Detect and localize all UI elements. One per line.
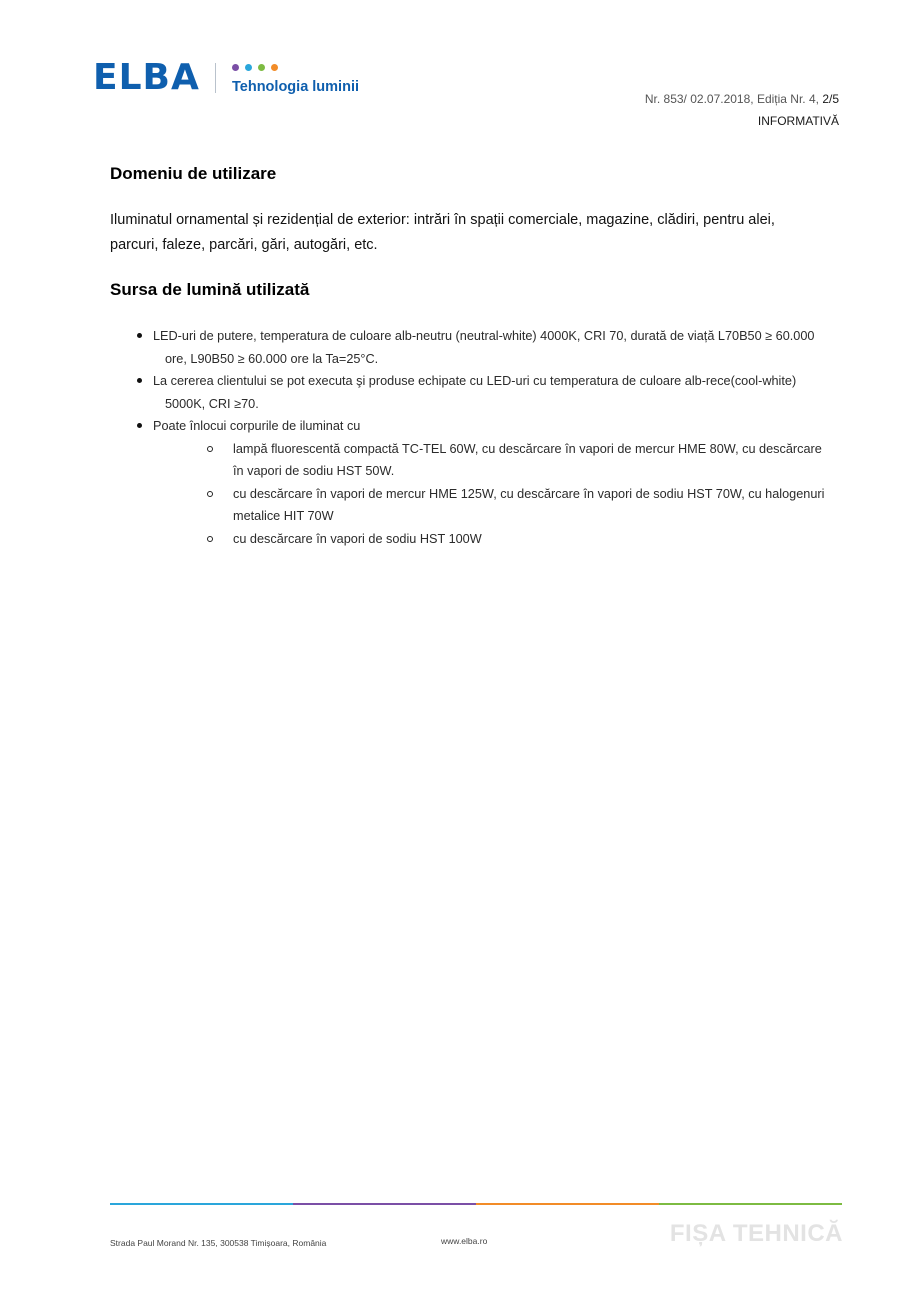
list-item-text: LED-uri de putere, temperatura de culoare alb-neutru (neutral-white) 4000K, CRI 70, durată de viață L70B50 ≥ 60.000 ore, L90B50 ≥ 60.000 ore la Ta=25°C.	[153, 329, 815, 366]
logo-dot	[232, 64, 239, 71]
document-reference	[645, 88, 839, 110]
section-heading-usage: Domeniu de utilizare	[110, 164, 277, 183]
document-status: INFORMATIVĂ	[757, 114, 839, 128]
page-number: 2/5	[822, 92, 839, 106]
document-meta	[645, 88, 839, 132]
usage-paragraph: Iluminatul ornamental și rezidențial de exterior: intrări în spații comerciale, magazine, clădiri, pentru alei, parcuri, faleze, parcări, gări, autogări, etc.	[110, 212, 775, 253]
footer-rule-segment	[659, 1203, 842, 1205]
list-item	[149, 325, 827, 370]
footer-rule-segment	[293, 1203, 476, 1205]
light-source-list	[137, 325, 827, 550]
logo-wordmark: ELBA	[93, 57, 200, 98]
list-item-text: La cererea clientului se pot executa şi produse echipate cu LED-uri cu temperatura de culoare alb-rece(cool-white) 5000K, CRI ≥70.	[153, 374, 797, 411]
logo-tagline: Tehnologia luminii	[232, 79, 360, 95]
footer-website-link[interactable]: www.elba.ro	[441, 1236, 488, 1246]
list-item	[149, 415, 827, 550]
footer-color-rule	[110, 1203, 842, 1205]
sub-list-item	[165, 438, 827, 483]
sub-list-item-text: cu descărcare în vapori de mercur HME 125W, cu descărcare în vapori de sodiu HST 70W, cu halogenuri metalice HIT 70W	[233, 486, 825, 523]
logo-separator	[215, 63, 216, 93]
logo-dot	[271, 64, 278, 71]
footer-rule-segment	[476, 1203, 659, 1205]
logo-dot	[258, 64, 265, 71]
replacement-list	[165, 438, 827, 551]
section-heading-light-source: Sursa de lumină utilizată	[110, 280, 310, 299]
footer-rule-segment	[110, 1203, 293, 1205]
list-item	[149, 370, 827, 415]
sub-list-item	[165, 528, 827, 551]
sub-list-item-text: lampă fluorescentă compactă TC-TEL 60W, cu descărcare în vapori de mercur HME 80W, cu descărcare în vapori de sodiu HST 50W.	[233, 441, 822, 478]
footer-address: Strada Paul Morand Nr. 135, 300538 Timișoara, România	[110, 1238, 327, 1248]
sub-list-item	[165, 483, 827, 528]
document-number: Nr. 853/ 02.07.2018, Ediția Nr. 4,	[644, 92, 823, 106]
footer-document-type: FIȘA TEHNICĂ	[669, 1220, 843, 1247]
list-item-text: Poate înlocui corpurile de iluminat cu	[153, 419, 361, 433]
sub-list-item-text: cu descărcare în vapori de sodiu HST 100W	[233, 531, 482, 546]
logo-dot	[245, 64, 252, 71]
